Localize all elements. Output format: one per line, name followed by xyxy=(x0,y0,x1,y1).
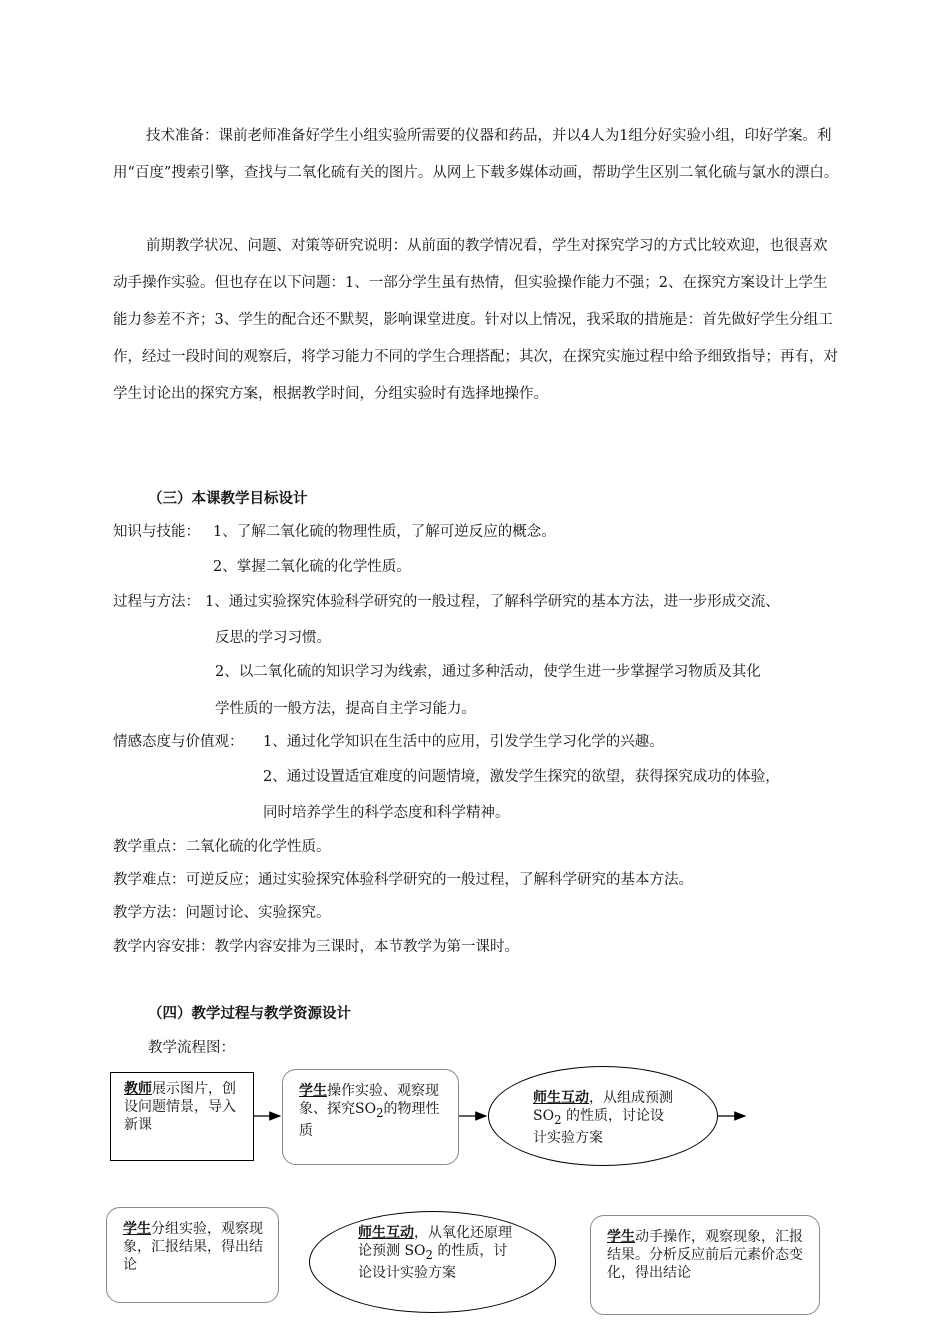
difficulty: 教学难点：可逆反应；通过实验探究体验科学研究的一般过程，了解科学研究的基本方法。 xyxy=(113,872,693,888)
process-item-2b: 学性质的一般方法，提高自主学习能力。 xyxy=(215,701,476,717)
flow-oval-2-sub: 2 xyxy=(425,1247,433,1262)
content-arrangement: 教学内容安排：教学内容安排为三课时，本节教学为第一课时。 xyxy=(113,939,519,955)
knowledge-item-2: 2、掌握二氧化硫的化学性质。 xyxy=(213,559,411,575)
flow-oval-1-bold: 师生互动 xyxy=(533,1090,589,1106)
knowledge-item-1: 1、了解二氧化硫的物理性质，了解可逆反应的概念。 xyxy=(213,524,556,540)
emotion-label: 情感态度与价值观： xyxy=(113,734,244,750)
flow-oval-interaction-redox xyxy=(309,1211,556,1313)
emotion-item-2a: 2、通过设置适宜难度的问题情境，激发学生探究的欲望，获得探究成功的体验， xyxy=(263,769,780,785)
process-item-2a: 2、以二氧化硫的知识学习为线索，通过多种活动，使学生进一步掌握学习物质及其化 xyxy=(215,664,761,680)
emotion-item-2b: 同时培养学生的科学态度和科学精神。 xyxy=(263,805,510,821)
flow-box-2-text-a: 操作实验、观察现象、探究SO xyxy=(299,1083,439,1117)
flow-box-student-group xyxy=(106,1207,279,1303)
section3-heading: （三）本课教学目标设计 xyxy=(148,490,308,507)
flow-box-student-physical xyxy=(282,1069,459,1165)
flow-box-4-bold: 学生 xyxy=(607,1229,635,1245)
process-item-1b: 反思的学习习惯。 xyxy=(215,630,331,646)
prior-status-paragraph: 前期教学状况、问题、对策等研究说明：从前面的教学情况看，学生对探究学习的方式比较欢迎，也很喜欢动手操作实验。但也存在以下问题：1、一部分学生虽有热情，但实验操作能力不强；2、在探究方案设计上学生能力参差不齐；3、学生的配合还不默契，影响课堂进度。针对以上情况，我采取的措施是：首先做好学生分组工作，经过一段时间的观察后，将学习能力不同的学生合理搭配；其次，在探究实施过程中给予细致指导；再有，对学生讨论出的探究方案，根据教学时间，分组实验时有选择地操作。 xyxy=(113,238,838,402)
flow-box-1-bold: 教师 xyxy=(124,1081,152,1097)
flow-box-teacher-intro xyxy=(110,1072,254,1161)
knowledge-label: 知识与技能： xyxy=(113,524,200,540)
emotion-item-1: 1、通过化学知识在生活中的应用，引发学生学习化学的兴趣。 xyxy=(263,734,664,750)
flow-box-2-bold: 学生 xyxy=(299,1083,327,1099)
flow-oval-2-text-b: 的性质，讨论设计实验方案 xyxy=(358,1243,508,1281)
flow-label: 教学流程图： xyxy=(148,1040,235,1056)
flow-oval-interaction-composition xyxy=(488,1066,718,1166)
key-point: 教学重点：二氧化硫的化学性质。 xyxy=(113,839,331,855)
flow-box-3-text: 分组实验，观察现象，汇报结果，得出结论 xyxy=(123,1221,263,1273)
flow-box-student-handson xyxy=(590,1215,820,1315)
process-label: 过程与方法： xyxy=(113,594,200,610)
flow-box-4-text: 动手操作，观察现象，汇报结果。分析反应前后元素价态变化，得出结论 xyxy=(607,1229,803,1281)
flow-box-1-text: 展示图片，创设问题情景，导入新课 xyxy=(124,1081,236,1133)
process-item-1a: 1、通过实验探究体验科学研究的一般过程，了解科学研究的基本方法，进一步形成交流、 xyxy=(205,594,780,610)
flow-oval-2-bold: 师生互动 xyxy=(358,1225,414,1241)
flow-box-2-text-b: 的物理性质 xyxy=(299,1101,440,1139)
teaching-method: 教学方法：问题讨论、实验探究。 xyxy=(113,905,331,921)
flow-oval-2-text-a: ，从氧化还原理论预测 SO xyxy=(358,1225,512,1259)
flow-box-3-bold: 学生 xyxy=(123,1221,151,1237)
flow-oval-1-text-a: ，从组成预测 SO xyxy=(533,1090,673,1124)
flow-oval-1-text-b: 的性质，讨论设计实验方案 xyxy=(533,1108,664,1146)
flow-oval-1-sub: 2 xyxy=(554,1112,562,1127)
section4-heading: （四）教学过程与教学资源设计 xyxy=(148,1005,351,1022)
flow-box-2-sub: 2 xyxy=(376,1105,384,1120)
tech-prep-paragraph: 技术准备：课前老师准备好学生小组实验所需要的仪器和药品，并以4人为1组分好实验小组，印好学案。利用“百度”搜索引擎，查找与二氧化硫有关的图片。从网上下载多媒体动画，帮助学生区别二氧化硫与氯水的漂白。 xyxy=(113,128,839,181)
